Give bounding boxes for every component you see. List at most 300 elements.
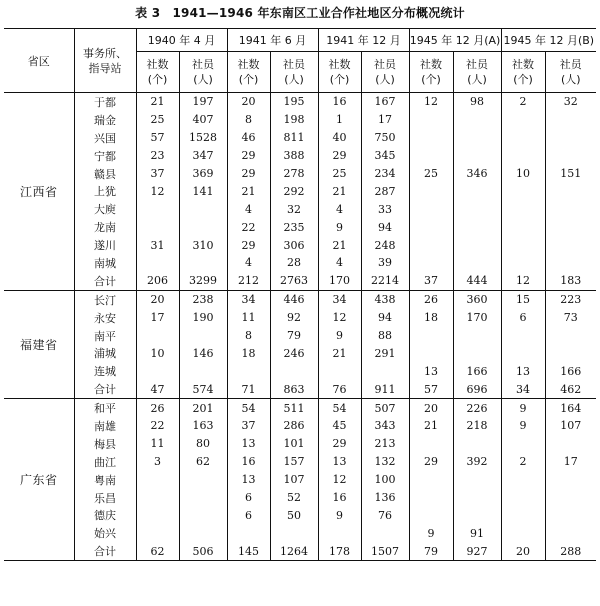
- member-cell: 507: [361, 399, 409, 417]
- count-cell: 18: [227, 344, 270, 362]
- count-cell: [409, 200, 453, 218]
- member-cell: 164: [545, 399, 596, 417]
- member-cell: 446: [270, 290, 318, 308]
- member-cell: [453, 344, 501, 362]
- count-cell: 57: [409, 380, 453, 398]
- count-subheader: 社数 (个): [318, 52, 361, 93]
- member-cell: 248: [361, 236, 409, 254]
- count-cell: [501, 147, 545, 165]
- table-row: [4, 542, 596, 560]
- count-subheader: 社数 (个): [227, 52, 270, 93]
- count-cell: [501, 327, 545, 345]
- period-header: 1941 年 6 月: [227, 29, 318, 52]
- count-cell: [501, 435, 545, 453]
- member-cell: 17: [545, 453, 596, 471]
- member-subheader: 社员 (人): [270, 52, 318, 93]
- table-row: [4, 344, 596, 362]
- count-cell: 12: [318, 309, 361, 327]
- member-cell: 52: [270, 489, 318, 507]
- member-cell: 226: [453, 399, 501, 417]
- count-cell: 31: [136, 236, 179, 254]
- member-cell: 166: [545, 362, 596, 380]
- member-cell: 170: [453, 309, 501, 327]
- count-cell: 23: [136, 147, 179, 165]
- member-cell: 101: [270, 435, 318, 453]
- member-cell: 167: [361, 93, 409, 111]
- member-cell: [361, 524, 409, 542]
- table-row: [4, 327, 596, 345]
- count-cell: 25: [136, 111, 179, 129]
- member-cell: 288: [545, 542, 596, 560]
- member-cell: 927: [453, 542, 501, 560]
- member-cell: [545, 129, 596, 147]
- count-cell: 16: [227, 453, 270, 471]
- count-cell: 29: [409, 453, 453, 471]
- member-cell: 246: [270, 344, 318, 362]
- period-header: 1945 年 12 月(B): [501, 29, 596, 52]
- count-subheader: 社数 (个): [136, 52, 179, 93]
- member-cell: 136: [361, 489, 409, 507]
- table-row: [4, 380, 596, 398]
- member-cell: 166: [453, 362, 501, 380]
- count-cell: 20: [136, 290, 179, 308]
- count-cell: 2: [501, 453, 545, 471]
- member-cell: 2763: [270, 272, 318, 290]
- count-cell: [227, 362, 270, 380]
- member-subheader: 社员 (人): [179, 52, 227, 93]
- member-cell: 750: [361, 129, 409, 147]
- member-cell: 132: [361, 453, 409, 471]
- count-cell: 21: [227, 182, 270, 200]
- count-cell: [409, 236, 453, 254]
- table-row: [4, 93, 596, 111]
- count-cell: 13: [227, 471, 270, 489]
- count-cell: 34: [318, 290, 361, 308]
- table-row: [4, 290, 596, 308]
- table-row: [4, 218, 596, 236]
- count-cell: 9: [318, 327, 361, 345]
- count-cell: 2: [501, 93, 545, 111]
- station-cell: 永安: [74, 309, 136, 327]
- count-cell: [501, 218, 545, 236]
- count-cell: 13: [227, 435, 270, 453]
- count-cell: 54: [227, 399, 270, 417]
- station-cell: 德庆: [74, 506, 136, 524]
- count-cell: 40: [318, 129, 361, 147]
- count-cell: 20: [501, 542, 545, 560]
- table-row: [4, 524, 596, 542]
- member-cell: 79: [270, 327, 318, 345]
- member-cell: 1528: [179, 129, 227, 147]
- member-cell: [453, 129, 501, 147]
- period-header: 1940 年 4 月: [136, 29, 227, 52]
- count-cell: [318, 362, 361, 380]
- station-cell: 梅县: [74, 435, 136, 453]
- count-cell: 46: [227, 129, 270, 147]
- member-cell: 438: [361, 290, 409, 308]
- member-cell: 462: [545, 380, 596, 398]
- member-cell: [453, 111, 501, 129]
- count-cell: 12: [409, 93, 453, 111]
- count-cell: [409, 147, 453, 165]
- member-cell: 213: [361, 435, 409, 453]
- member-cell: 306: [270, 236, 318, 254]
- count-cell: [136, 524, 179, 542]
- count-cell: 9: [318, 218, 361, 236]
- count-cell: [409, 506, 453, 524]
- period-header: 1945 年 12 月(A): [409, 29, 501, 52]
- count-cell: 13: [318, 453, 361, 471]
- station-cell: 浦城: [74, 344, 136, 362]
- count-cell: 79: [409, 542, 453, 560]
- station-cell: 乐昌: [74, 489, 136, 507]
- member-cell: [545, 218, 596, 236]
- count-cell: 29: [318, 435, 361, 453]
- count-cell: 170: [318, 272, 361, 290]
- member-cell: [545, 327, 596, 345]
- member-cell: [453, 147, 501, 165]
- table-row: [4, 129, 596, 147]
- member-cell: 369: [179, 165, 227, 183]
- member-cell: [545, 471, 596, 489]
- member-cell: [270, 362, 318, 380]
- count-cell: [409, 129, 453, 147]
- member-cell: [545, 200, 596, 218]
- member-cell: 17: [361, 111, 409, 129]
- count-cell: 13: [501, 362, 545, 380]
- count-cell: 45: [318, 417, 361, 435]
- station-cell: 大庾: [74, 200, 136, 218]
- count-cell: [501, 524, 545, 542]
- province-cell: 广东省: [4, 399, 74, 561]
- member-subheader: 社员 (人): [545, 52, 596, 93]
- count-cell: [501, 506, 545, 524]
- station-cell: 南雄: [74, 417, 136, 435]
- station-cell: 龙南: [74, 218, 136, 236]
- member-cell: 151: [545, 165, 596, 183]
- member-cell: 506: [179, 542, 227, 560]
- count-cell: 13: [409, 362, 453, 380]
- count-cell: 21: [318, 182, 361, 200]
- member-cell: 94: [361, 218, 409, 236]
- count-cell: 37: [136, 165, 179, 183]
- province-cell: 江西省: [19, 184, 58, 199]
- member-cell: 863: [270, 380, 318, 398]
- member-cell: 292: [270, 182, 318, 200]
- member-cell: 287: [361, 182, 409, 200]
- count-cell: [501, 200, 545, 218]
- member-cell: 511: [270, 399, 318, 417]
- member-cell: [545, 506, 596, 524]
- statistics-table: [4, 28, 596, 561]
- member-cell: 291: [361, 344, 409, 362]
- count-cell: 21: [409, 417, 453, 435]
- count-cell: 9: [501, 399, 545, 417]
- member-cell: 407: [179, 111, 227, 129]
- member-cell: 235: [270, 218, 318, 236]
- table-row: [4, 147, 596, 165]
- station-cell: 宁都: [74, 147, 136, 165]
- count-cell: 21: [318, 344, 361, 362]
- member-cell: [179, 489, 227, 507]
- count-cell: [501, 254, 545, 272]
- count-cell: 4: [318, 254, 361, 272]
- province-header: 省区: [4, 29, 74, 93]
- count-cell: 16: [318, 93, 361, 111]
- count-cell: 29: [227, 165, 270, 183]
- count-cell: [136, 218, 179, 236]
- count-cell: 20: [227, 93, 270, 111]
- member-cell: 238: [179, 290, 227, 308]
- member-cell: 198: [270, 111, 318, 129]
- count-cell: 29: [227, 147, 270, 165]
- count-cell: 11: [136, 435, 179, 453]
- member-cell: [179, 362, 227, 380]
- table-row: [4, 399, 596, 417]
- member-cell: 343: [361, 417, 409, 435]
- member-cell: 574: [179, 380, 227, 398]
- count-cell: 76: [318, 380, 361, 398]
- count-cell: [136, 471, 179, 489]
- count-cell: 21: [318, 236, 361, 254]
- member-cell: 392: [453, 453, 501, 471]
- count-cell: 54: [318, 399, 361, 417]
- member-cell: 201: [179, 399, 227, 417]
- count-cell: 10: [501, 165, 545, 183]
- member-cell: 347: [179, 147, 227, 165]
- table-row: [4, 471, 596, 489]
- table-row: [4, 362, 596, 380]
- member-cell: [545, 435, 596, 453]
- member-cell: [545, 236, 596, 254]
- count-cell: 25: [409, 165, 453, 183]
- count-cell: 37: [409, 272, 453, 290]
- member-cell: [545, 344, 596, 362]
- count-cell: 29: [227, 236, 270, 254]
- count-cell: 29: [318, 147, 361, 165]
- member-cell: [179, 218, 227, 236]
- table-row: [4, 489, 596, 507]
- table-row: [4, 165, 596, 183]
- count-cell: [136, 327, 179, 345]
- count-cell: 15: [501, 290, 545, 308]
- member-cell: 911: [361, 380, 409, 398]
- member-cell: [361, 362, 409, 380]
- member-cell: 696: [453, 380, 501, 398]
- count-cell: 18: [409, 309, 453, 327]
- member-cell: 218: [453, 417, 501, 435]
- count-cell: [318, 524, 361, 542]
- count-cell: [136, 200, 179, 218]
- period-header: 1941 年 12 月: [318, 29, 409, 52]
- station-cell: 于都: [74, 93, 136, 111]
- count-cell: 20: [409, 399, 453, 417]
- count-cell: [136, 506, 179, 524]
- member-cell: 3299: [179, 272, 227, 290]
- count-cell: [409, 218, 453, 236]
- count-cell: [501, 129, 545, 147]
- station-cell: 合计: [74, 272, 136, 290]
- member-subheader: 社员 (人): [453, 52, 501, 93]
- table-row: [4, 435, 596, 453]
- member-cell: [179, 524, 227, 542]
- member-cell: [453, 200, 501, 218]
- count-cell: 26: [136, 399, 179, 417]
- member-cell: 310: [179, 236, 227, 254]
- count-cell: [501, 471, 545, 489]
- member-cell: 190: [179, 309, 227, 327]
- count-cell: 37: [227, 417, 270, 435]
- count-cell: 22: [227, 218, 270, 236]
- count-cell: 22: [136, 417, 179, 435]
- count-cell: 206: [136, 272, 179, 290]
- count-cell: [501, 489, 545, 507]
- member-cell: [453, 435, 501, 453]
- member-cell: 62: [179, 453, 227, 471]
- member-cell: 88: [361, 327, 409, 345]
- member-cell: 91: [453, 524, 501, 542]
- member-cell: 73: [545, 309, 596, 327]
- count-cell: [136, 362, 179, 380]
- member-cell: 50: [270, 506, 318, 524]
- station-cell: 瑞金: [74, 111, 136, 129]
- member-cell: 278: [270, 165, 318, 183]
- table-row: [4, 254, 596, 272]
- count-cell: 4: [227, 254, 270, 272]
- count-cell: [409, 182, 453, 200]
- count-cell: 8: [227, 111, 270, 129]
- station-cell: 南城: [74, 254, 136, 272]
- count-cell: 6: [227, 506, 270, 524]
- member-cell: [453, 327, 501, 345]
- station-cell: 遂川: [74, 236, 136, 254]
- member-cell: [545, 254, 596, 272]
- member-cell: [545, 111, 596, 129]
- member-cell: 98: [453, 93, 501, 111]
- station-cell: 和平: [74, 399, 136, 417]
- member-cell: 286: [270, 417, 318, 435]
- member-cell: [179, 471, 227, 489]
- station-cell: 曲江: [74, 453, 136, 471]
- count-cell: 4: [227, 200, 270, 218]
- member-cell: 2214: [361, 272, 409, 290]
- member-cell: 346: [453, 165, 501, 183]
- station-cell: 合计: [74, 542, 136, 560]
- table-title: 表 3 1941—1946 年东南区工业合作社地区分布概况统计: [135, 6, 465, 20]
- count-cell: [501, 111, 545, 129]
- count-cell: 145: [227, 542, 270, 560]
- member-cell: 444: [453, 272, 501, 290]
- station-cell: 长汀: [74, 290, 136, 308]
- count-subheader: 社数 (个): [501, 52, 545, 93]
- count-cell: 12: [318, 471, 361, 489]
- member-cell: [179, 200, 227, 218]
- member-cell: 76: [361, 506, 409, 524]
- member-cell: [545, 147, 596, 165]
- province-cell: 福建省: [4, 290, 74, 398]
- count-cell: 57: [136, 129, 179, 147]
- member-cell: 32: [545, 93, 596, 111]
- table-row: [4, 236, 596, 254]
- member-cell: 345: [361, 147, 409, 165]
- member-cell: 80: [179, 435, 227, 453]
- count-cell: 1: [318, 111, 361, 129]
- count-cell: 16: [318, 489, 361, 507]
- station-cell: 上犹: [74, 182, 136, 200]
- station-cell: 赣县: [74, 165, 136, 183]
- member-cell: [270, 524, 318, 542]
- count-cell: 6: [227, 489, 270, 507]
- count-cell: 21: [136, 93, 179, 111]
- station-cell: 始兴: [74, 524, 136, 542]
- count-cell: [501, 236, 545, 254]
- station-cell: 合计: [74, 380, 136, 398]
- member-cell: [179, 506, 227, 524]
- table-row: [4, 453, 596, 471]
- count-cell: 10: [136, 344, 179, 362]
- count-cell: 26: [409, 290, 453, 308]
- table-row: [4, 417, 596, 435]
- member-cell: 388: [270, 147, 318, 165]
- table-row: [4, 200, 596, 218]
- count-cell: 12: [136, 182, 179, 200]
- member-cell: 197: [179, 93, 227, 111]
- member-cell: 157: [270, 453, 318, 471]
- station-cell: 南平: [74, 327, 136, 345]
- member-cell: 39: [361, 254, 409, 272]
- member-cell: [453, 471, 501, 489]
- member-cell: [453, 236, 501, 254]
- count-cell: [409, 254, 453, 272]
- member-cell: 100: [361, 471, 409, 489]
- count-subheader: 社数 (个): [409, 52, 453, 93]
- member-cell: [179, 327, 227, 345]
- member-cell: [453, 506, 501, 524]
- member-cell: 146: [179, 344, 227, 362]
- count-cell: [136, 489, 179, 507]
- member-cell: [453, 218, 501, 236]
- count-cell: 9: [318, 506, 361, 524]
- member-cell: 107: [545, 417, 596, 435]
- member-cell: 92: [270, 309, 318, 327]
- count-cell: 8: [227, 327, 270, 345]
- count-cell: [409, 471, 453, 489]
- member-cell: 1507: [361, 542, 409, 560]
- member-cell: 195: [270, 93, 318, 111]
- count-cell: [409, 489, 453, 507]
- table-row: [4, 506, 596, 524]
- table-row: [4, 111, 596, 129]
- count-cell: [501, 344, 545, 362]
- station-header: 事务所、 指导站: [74, 29, 136, 93]
- station-cell: 连城: [74, 362, 136, 380]
- count-cell: [409, 327, 453, 345]
- count-cell: 34: [501, 380, 545, 398]
- member-cell: 28: [270, 254, 318, 272]
- member-cell: 163: [179, 417, 227, 435]
- station-cell: 粤南: [74, 471, 136, 489]
- count-cell: [409, 435, 453, 453]
- station-cell: 兴国: [74, 129, 136, 147]
- member-cell: [179, 254, 227, 272]
- member-cell: 107: [270, 471, 318, 489]
- member-cell: 234: [361, 165, 409, 183]
- member-cell: 223: [545, 290, 596, 308]
- count-cell: 11: [227, 309, 270, 327]
- member-cell: 811: [270, 129, 318, 147]
- count-cell: 47: [136, 380, 179, 398]
- member-cell: 141: [179, 182, 227, 200]
